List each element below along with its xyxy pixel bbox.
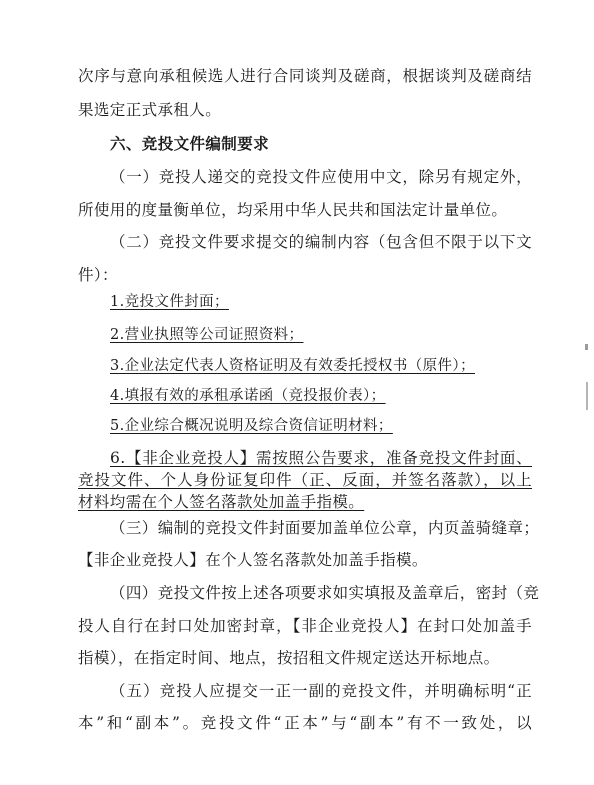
scan-artifact — [585, 344, 588, 350]
paragraph-text: 【非企业竞投人】在个人签名落款处加盖手指模。 — [78, 551, 428, 569]
list-item — [78, 470, 532, 490]
paragraph-text: 件）： — [78, 266, 118, 284]
list-item: 3.企业法定代表人资格证明及有效委托授权书（原件）； — [110, 358, 475, 374]
section-heading: 六、竞投文件编制要求 — [110, 135, 270, 153]
paragraph-text: 指模），在指定时间、地点，按招租文件规定送达开标地点。 — [78, 649, 500, 667]
text-line — [110, 518, 540, 538]
list-item: 4.填报有效的承租承诺函（竞投报价表）； — [110, 388, 386, 404]
text-line — [78, 100, 221, 120]
text-line — [78, 550, 428, 570]
paragraph-text: 本”和“副本”。竞投文件“正本”与“副本”有不一致处，以 — [78, 714, 532, 732]
list-item — [110, 448, 532, 468]
text-line — [78, 265, 118, 285]
list-item-text: 6.【非企业竞投人】需按照公告要求，准备竞投文件封面、 — [110, 449, 532, 467]
text-line — [78, 713, 532, 733]
paragraph-text: （五）竞投人应提交一正一副的竞投文件，并明确标明“正 — [110, 682, 532, 700]
paragraph-text: 所使用的度量衡单位，均采用中华人民共和国法定计量单位。 — [78, 201, 508, 219]
text-line — [110, 681, 532, 701]
text-line — [110, 167, 532, 187]
scan-artifact — [586, 382, 588, 410]
paragraph-text: （三）编制的竞投文件封面要加盖单位公章，内页盖骑缝章； — [110, 519, 540, 537]
text-line — [78, 616, 532, 636]
list-item: 5.企业综合概况说明及综合资信证明材料； — [110, 418, 393, 434]
text-line — [78, 648, 500, 668]
list-item-text: 竞投文件、个人身份证复印件（正、反面，并签名落款），以上 — [78, 471, 532, 489]
text-line — [78, 66, 532, 86]
paragraph-text: （二）竞投文件要求提交的编制内容（包含但不限于以下文 — [110, 233, 532, 251]
text-line — [78, 200, 532, 220]
paragraph-text: 次序与意向承租候选人进行合同谈判及磋商，根据谈判及磋商结 — [78, 67, 532, 85]
paragraph-text: 投人自行在封口处加密封章，【非企业竞投人】在封口处加盖手 — [78, 617, 532, 635]
paragraph-text: 果选定正式承租人。 — [78, 101, 222, 119]
paragraph-text: （一）竞投人递交的竞投文件应使用中文，除另有规定外， — [110, 168, 532, 186]
text-line — [110, 583, 540, 603]
list-item: 材料均需在个人签名落款处加盖手指模。 — [78, 493, 365, 511]
list-item: 2.营业执照等公司证照资料； — [110, 327, 304, 343]
paragraph-text: （四）竞投文件按上述各项要求如实填报及盖章后，密封（竞 — [110, 584, 540, 602]
text-line — [110, 232, 532, 252]
list-item: 1.竞投文件封面； — [110, 294, 229, 310]
